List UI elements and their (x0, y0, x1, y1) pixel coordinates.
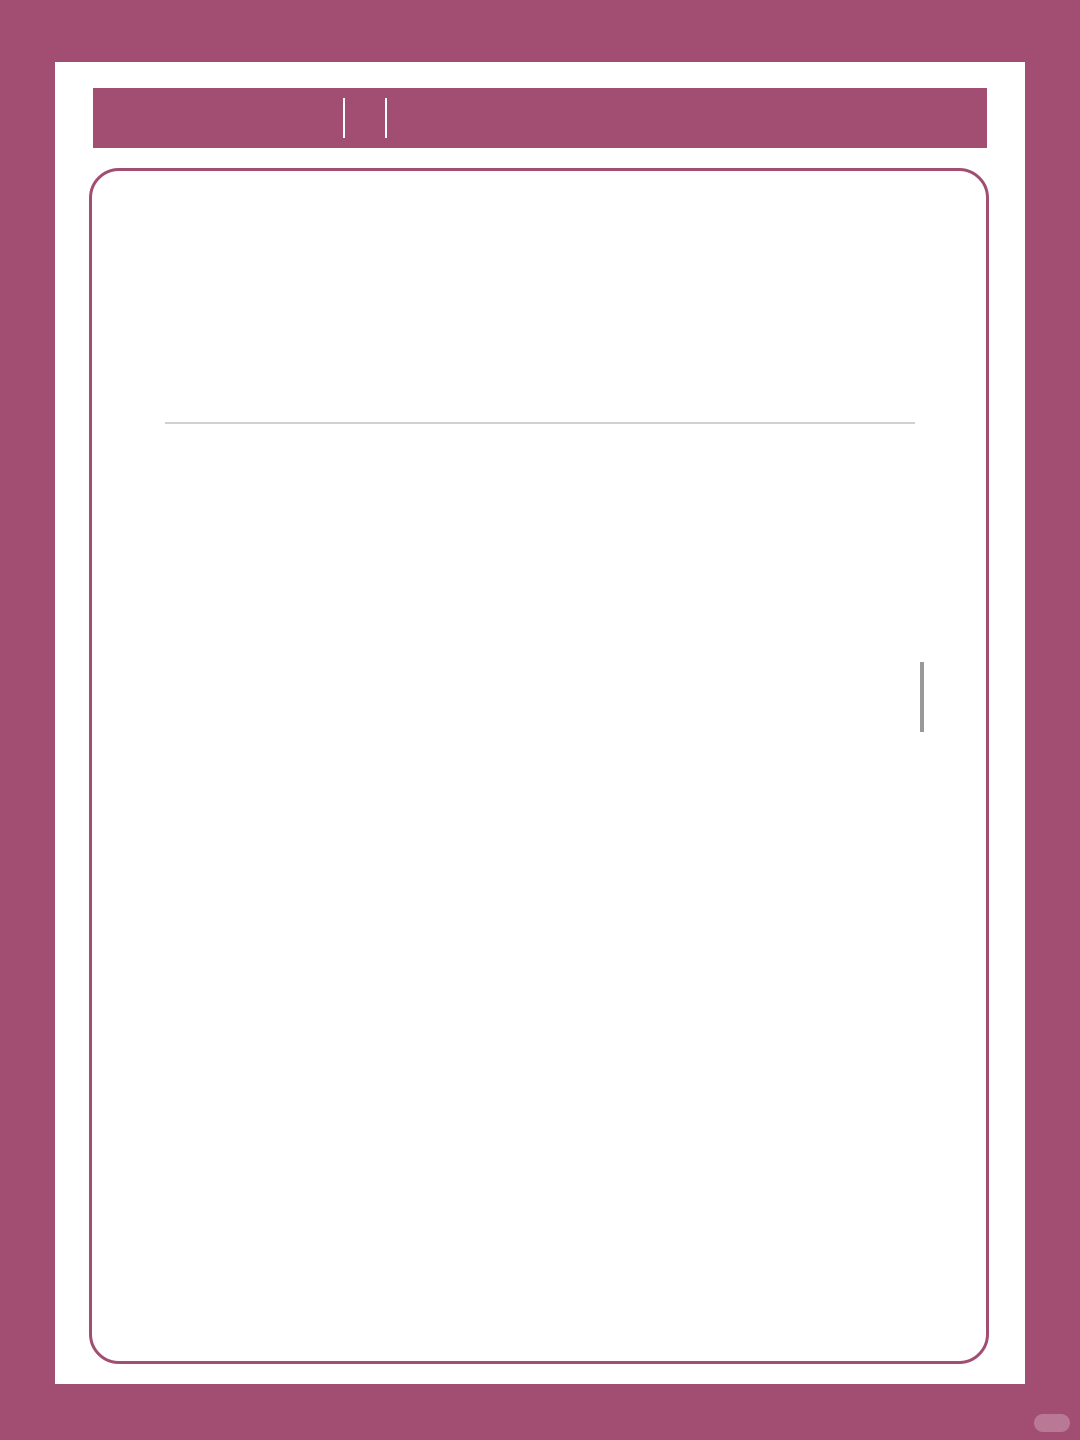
chart-row-bottom (110, 982, 970, 1282)
chart-row-top (110, 430, 970, 730)
divider-line (165, 422, 915, 424)
section-banner (93, 88, 987, 148)
banner-divider (343, 98, 345, 138)
banner-divider (385, 98, 387, 138)
content-card (55, 62, 1025, 1384)
scrollbar[interactable] (920, 662, 924, 732)
watermark (1034, 1414, 1070, 1432)
